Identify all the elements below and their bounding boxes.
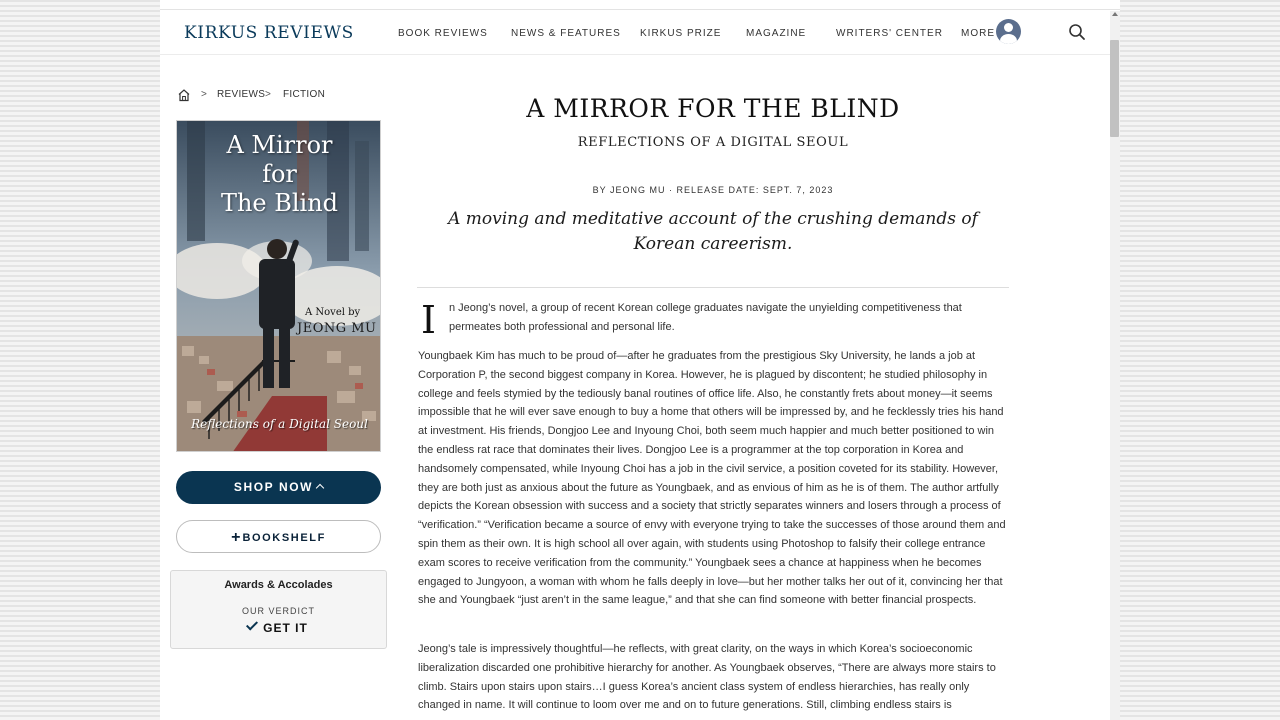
cover-title-line: A Mirror (226, 131, 333, 159)
scrollbar-thumb[interactable] (1110, 40, 1119, 137)
avatar[interactable] (996, 19, 1021, 44)
scroll-up-arrow-icon[interactable] (1112, 12, 1118, 16)
cover-subtitle: Reflections of a Digital Seoul (191, 417, 368, 431)
divider (417, 287, 1009, 288)
nav-magazine[interactable]: MAGAZINE (746, 28, 807, 39)
shop-now-button[interactable] (176, 471, 381, 504)
plus-icon: + (231, 529, 241, 546)
site-header (160, 11, 1110, 55)
awards-panel (170, 570, 387, 649)
search-icon[interactable] (1068, 23, 1086, 41)
page (160, 0, 1120, 720)
nav-kirkus-prize[interactable]: KIRKUS PRIZE (640, 28, 722, 39)
breadcrumb-separator: > (265, 89, 271, 100)
review-paragraph: Youngbaek Kim has much to be proud of—after he graduates from the prestigious Sky University, he lands a job at Corporation P, the second biggest company in Korea. However, he is plagued by discontent; he studied philosophy in college and feels stymied by the tediously banal routines of office life. Also, he constantly frets about money—it seems impossible that he will ever save enough to buy a home that others will be impressed by, and he fecklessly tries his hand at investment. His friends, Dongjoo Lee and Inyoung Choi, both seem much happier and much better positioned to win the endless rat race that dominates their lives. Dongjoo Lee is a programmer at the top corporation in Korea and handsomely compensated, while Inyoung Choi has a job in the civil service, a position coveted for its stability. However, they are both just as anxious about the future as Youngbaek, and as envious of him as he is of them. The author artfully depicts the Korean obsession with success and a society that strictly separates winners and losers through a process of “verification.” “Verification became a source of envy with everyone trying to take the successes of those around them and spin them as their own. It is high school all over again, with students using Photoshop to falsify their college entrance exam scores to receive verification from the community.” Youngbaek sees a chance at happiness when he becomes engaged to Jungyoon, a woman with whom he falls deeply in love—but her mother talks her out of it, convincing her that she and Youngbaek “just aren’t in the same league,” and that she can find someone with better financial prospects. (418, 350, 1006, 607)
review-paragraph: Jeong’s tale is impressively thoughtful—he reflects, with great clarity, on the ways in which Korea’s socioeconomic liberalization discarded one prohibitive hierarchy for another. As Youngbaek observes, “There are always more stairs to climb. Stairs upon stairs upon stairs…I guess Korea’s ancient class system of endless hierarchies, has really only changed in name. It will continue to loom over me and on to future generations. Still, climbing endless stairs is (418, 643, 996, 712)
checkmark-icon (246, 618, 258, 630)
cover-title (177, 131, 381, 218)
breadcrumb-separator: > (201, 89, 207, 100)
site-logo[interactable]: KIRKUS REVIEWS (184, 23, 354, 43)
home-icon[interactable] (177, 88, 191, 102)
nav-more[interactable]: MORE (961, 28, 995, 39)
top-strip (160, 0, 1120, 10)
drop-cap: I (421, 298, 437, 342)
book-title: A MIRROR FOR THE BLIND (526, 94, 900, 123)
verdict-label: OUR VERDICT (241, 606, 315, 616)
review-pullquote: A moving and meditative account of the crushing demands of Korean careerism. (448, 209, 978, 254)
nav-news-features[interactable]: NEWS & FEATURES (511, 28, 621, 39)
shop-now-label: SHOP NOW (233, 480, 314, 494)
awards-title: Awards & Accolades (224, 579, 333, 591)
cover-author-name: JEONG MU (297, 321, 377, 336)
byline: BY JEONG MU · RELEASE DATE: SEPT. 7, 2023 (592, 185, 834, 195)
cover-author-label: A Novel by (305, 307, 361, 318)
verdict-value (171, 621, 386, 635)
bookshelf-label: BOOKSHELF (242, 532, 326, 544)
cover-title-line: The Blind (220, 189, 339, 217)
cover-title-line: for (262, 160, 297, 188)
breadcrumb-reviews[interactable]: REVIEWS (217, 89, 266, 100)
bookshelf-button[interactable] (176, 520, 381, 553)
book-cover[interactable] (176, 120, 381, 452)
book-subtitle: REFLECTIONS OF A DIGITAL SEOUL (577, 135, 849, 150)
nav-writers-center[interactable]: WRITERS' CENTER (836, 28, 943, 39)
breadcrumb-fiction[interactable]: FICTION (283, 89, 326, 100)
nav-book-reviews[interactable]: BOOK REVIEWS (398, 28, 488, 39)
chevron-up-icon (316, 484, 324, 492)
review-lead: n Jeong’s novel, a group of recent Korean college graduates navigate the unyielding competitiveness that permeates both professional and personal life. (449, 302, 962, 333)
verdict-text: GET IT (263, 621, 308, 635)
